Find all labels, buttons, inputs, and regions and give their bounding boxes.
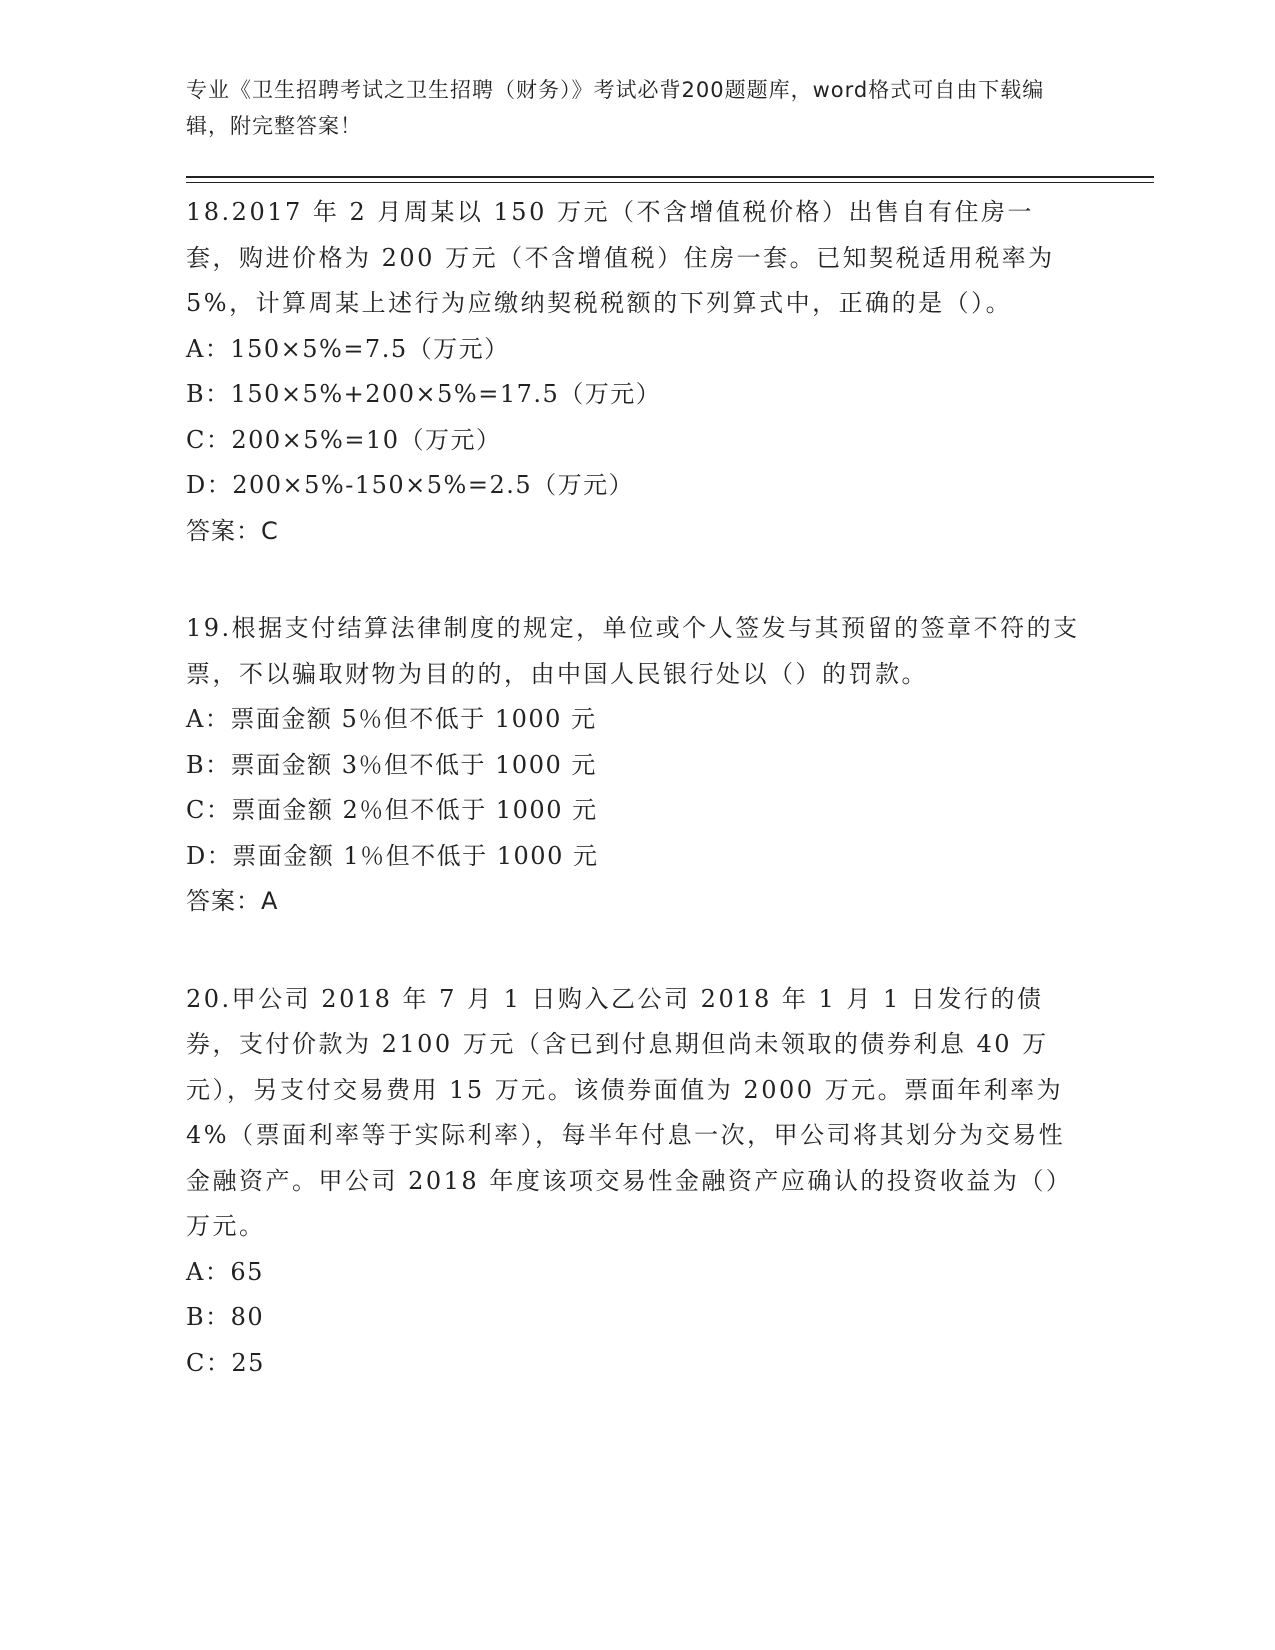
option-b: B：票面金额 3％但不低于 1000 元 bbox=[186, 750, 597, 779]
option-c: C：票面金额 2％但不低于 1000 元 bbox=[186, 796, 598, 824]
question-text: 19.根据支付结算法律制度的规定，单位或个人签发与其预留的签章不符的支票，不以骗取财物为目的的，由中国人民银行处以（）的罚款。 bbox=[186, 614, 1080, 688]
option-d: D：票面金额 1％但不低于 1000 元 bbox=[186, 841, 599, 870]
answer-label: 答案：C bbox=[186, 516, 279, 545]
question-text: 18.2017 年 2 月周某以 150 万元（不含增值税价格）出售自有住房一套，购进价格为 200 万元（不含增值税）住房一套。已知契税适用税率为 5%，计算周某上述行为应缴纳契税税额的下列算式中，正确的是（）。 bbox=[186, 198, 1055, 317]
header-divider-thick bbox=[186, 176, 1154, 178]
question-19 bbox=[186, 606, 1086, 925]
option-a: A：150×5%=7.5（万元） bbox=[186, 334, 510, 363]
document-header: 专业《卫生招聘考试之卫生招聘（财务）》考试必背200题题库，word格式可自由下载编辑，附完整答案！ bbox=[186, 78, 1045, 138]
option-b: B：150×5%+200×5%=17.5（万元） bbox=[186, 380, 662, 408]
option-a: A：票面金额 5％但不低于 1000 元 bbox=[186, 705, 597, 733]
option-c: C：200×5%=10（万元） bbox=[186, 425, 502, 454]
option-c: C：25 bbox=[186, 1348, 265, 1377]
option-d: D：200×5%-150×5%=2.5（万元） bbox=[186, 471, 635, 499]
answer-label: 答案：A bbox=[186, 887, 279, 915]
question-list bbox=[186, 190, 1086, 1438]
option-a: A：65 bbox=[186, 1257, 264, 1286]
header-divider-thin bbox=[186, 182, 1154, 183]
option-b: B：80 bbox=[186, 1303, 265, 1331]
question-text: 20.甲公司 2018 年 7 月 1 日购入乙公司 2018 年 1 月 1 日发行的债券，支付价款为 2100 万元（含已到付息期但尚未领取的债券利息 40 万元），另支付交易费用 15 万元。该债券面值为 2000 万元。票面年利率为 4%（票面利率等于实际利率），每半年付息一次，甲公司将其划分为交易性金融资产。甲公司 2018 年度该项交易性金融资产应确认的投资收益为（）万元。 bbox=[186, 984, 1073, 1240]
question-18 bbox=[186, 190, 1086, 554]
question-20 bbox=[186, 977, 1086, 1387]
